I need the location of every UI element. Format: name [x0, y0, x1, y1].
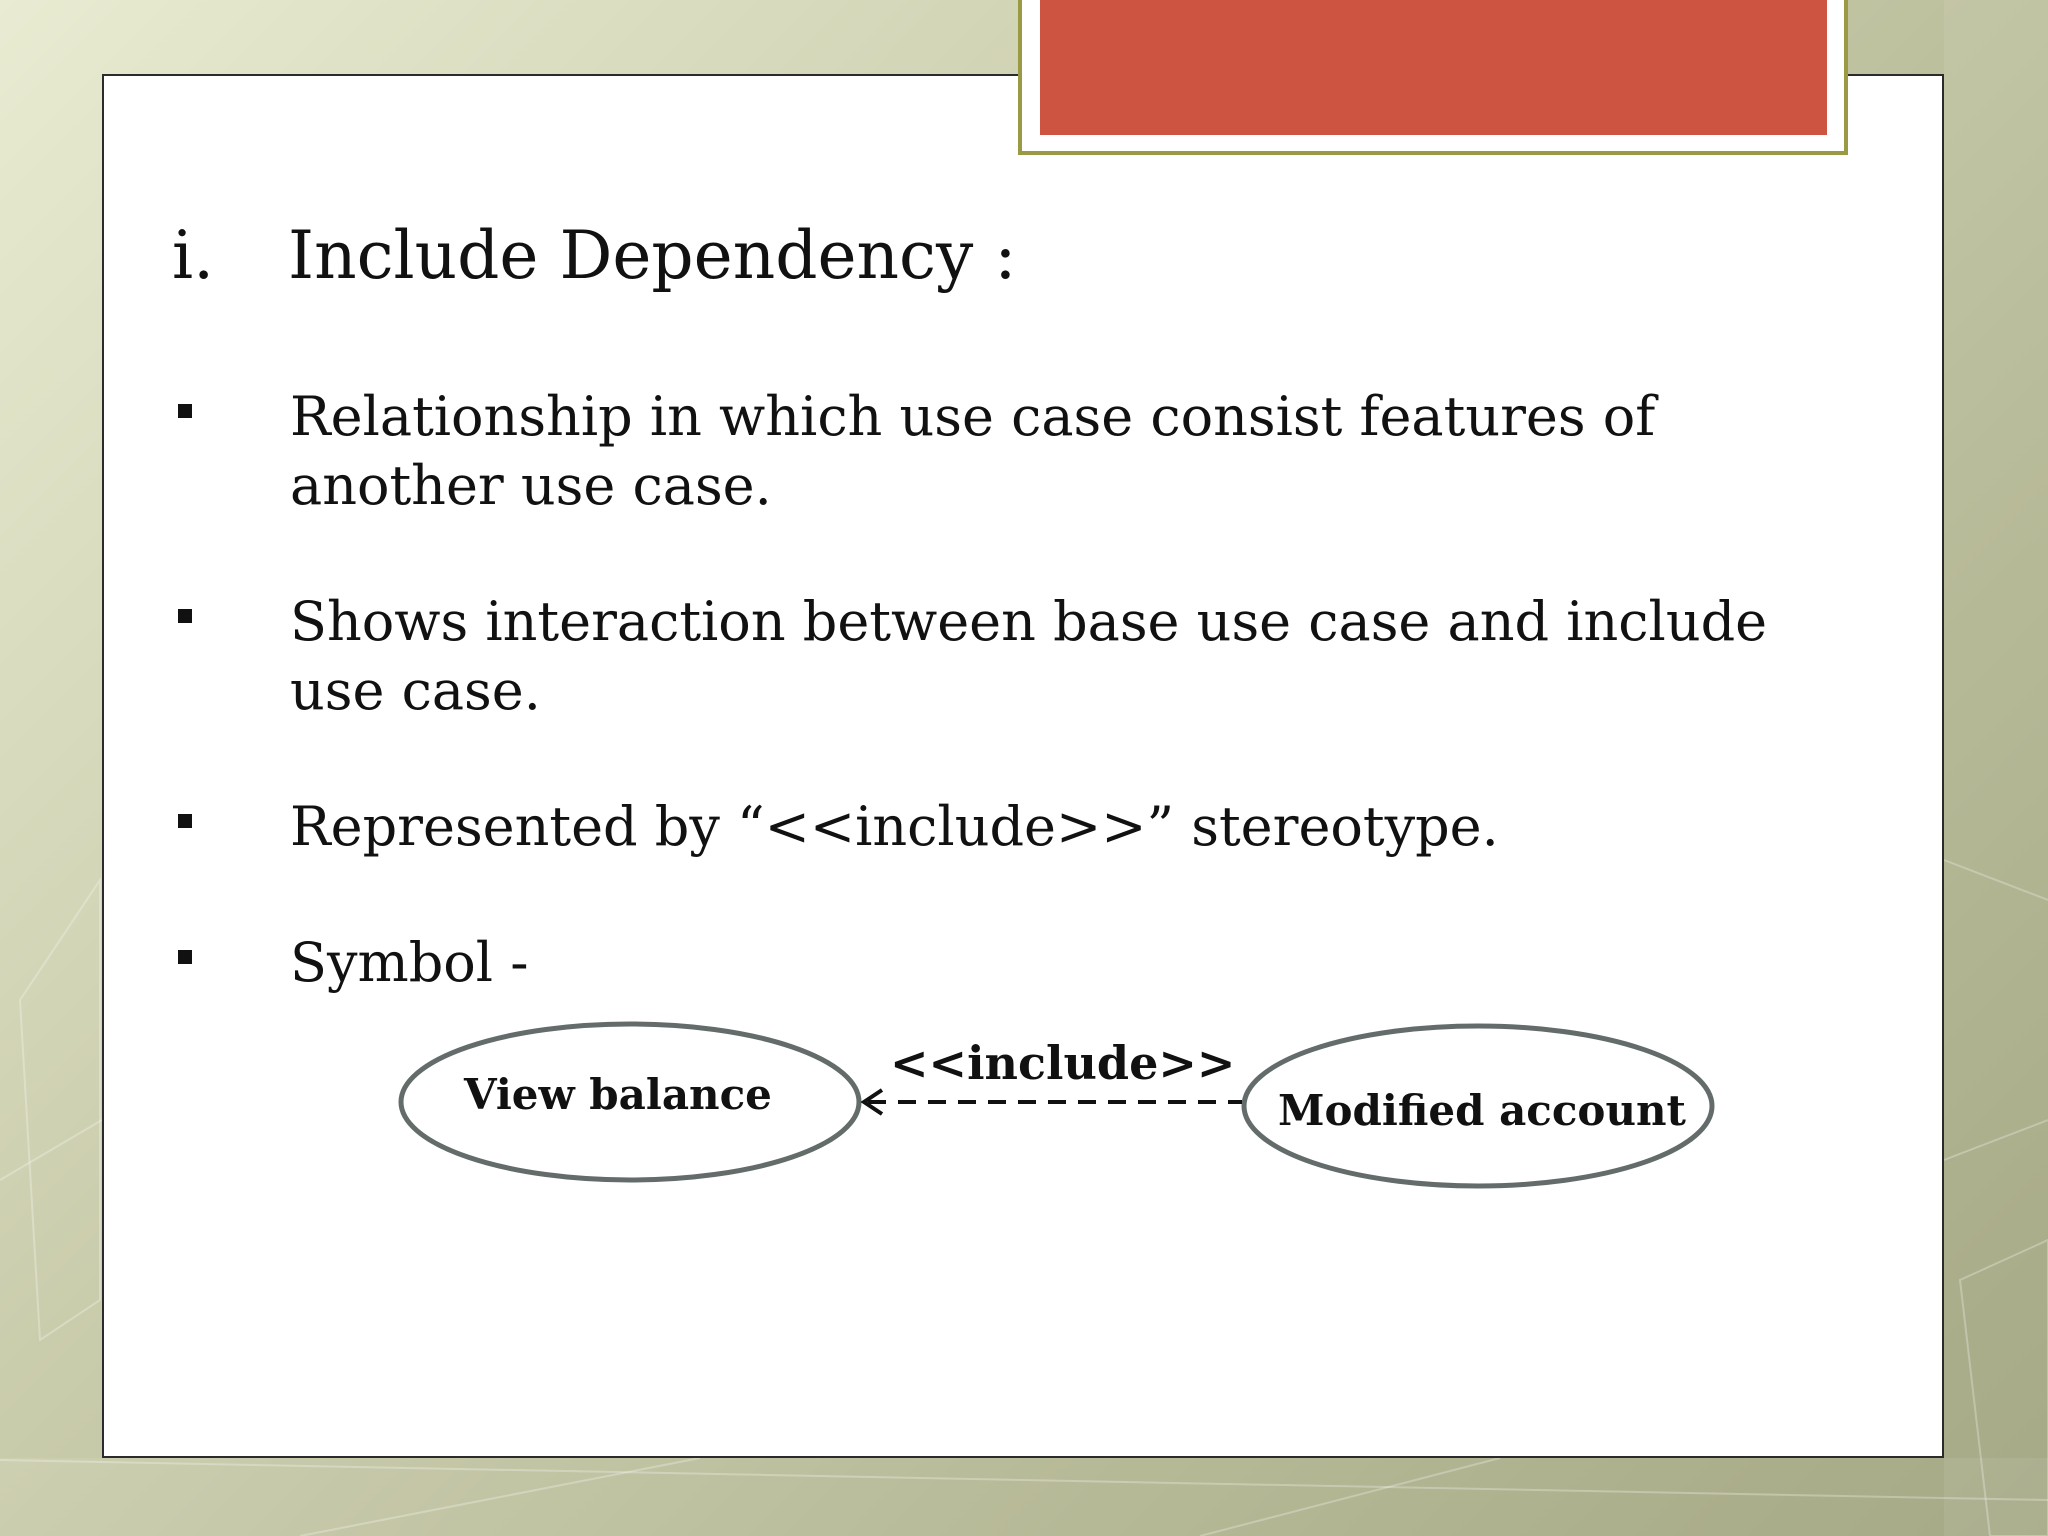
base-use-case-label: View balance: [464, 1070, 772, 1119]
square-bullet-icon: [178, 950, 192, 964]
include-dependency-diagram: [390, 1010, 1760, 1220]
heading-text: Include Dependency :: [288, 217, 1017, 294]
title-banner: [1040, 0, 1827, 135]
bullet-text: Relationship in which use case consist features of another use case.: [290, 385, 1656, 517]
heading-number: i.: [172, 217, 215, 294]
bullet-text: Represented by “<<include>>” stereotype.: [290, 795, 1499, 858]
square-bullet-icon: [178, 814, 192, 828]
bullet-text: Symbol -: [290, 931, 529, 994]
included-use-case-label: Modified account: [1278, 1086, 1686, 1135]
square-bullet-icon: [178, 609, 192, 623]
bullet-text: Shows interaction between base use case and include use case.: [290, 590, 1768, 722]
include-stereotype-label: <<include>>: [890, 1036, 1236, 1090]
square-bullet-icon: [178, 404, 192, 418]
